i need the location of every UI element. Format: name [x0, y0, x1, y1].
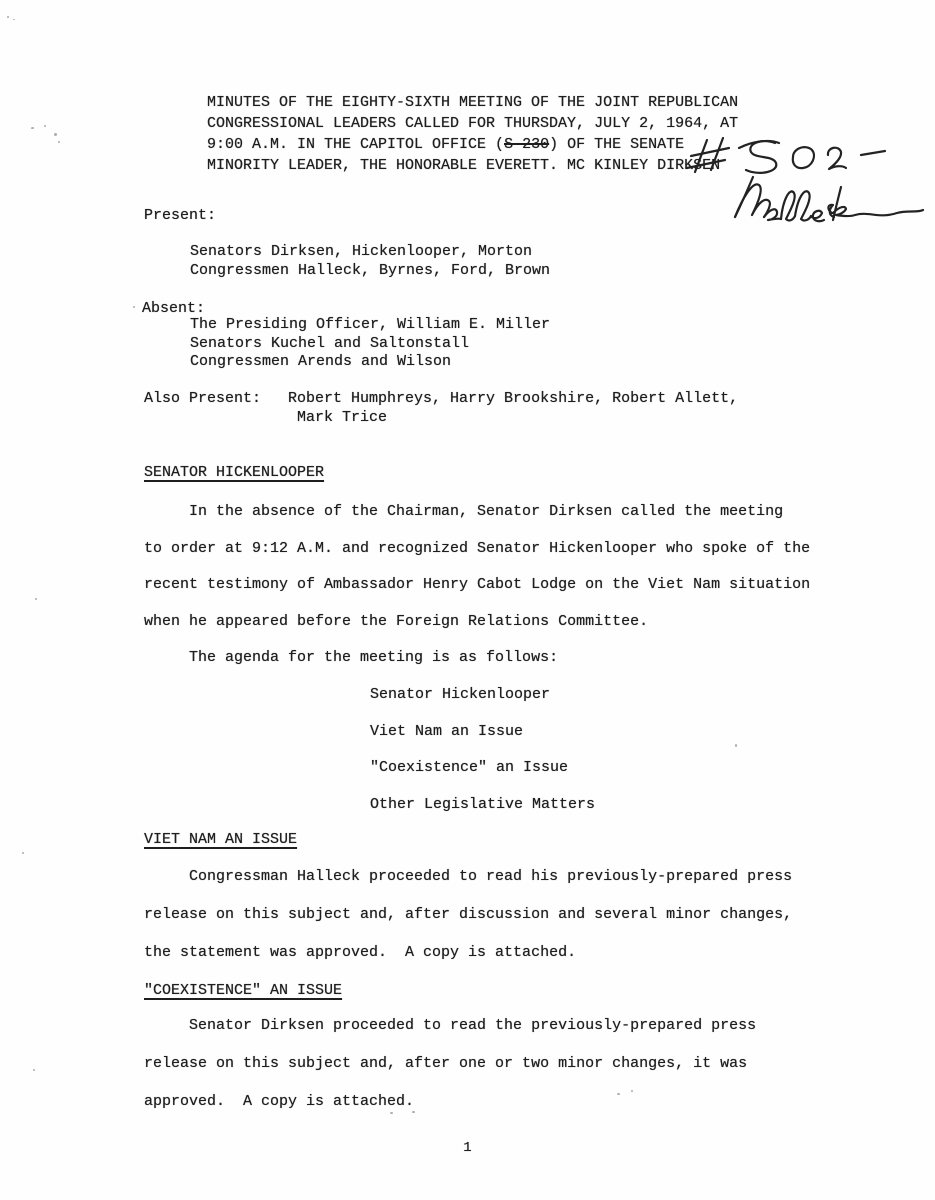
scan-speck — [35, 598, 37, 600]
agenda-list — [370, 677, 595, 823]
scan-speck — [31, 127, 34, 129]
scan-speck — [22, 852, 24, 854]
paragraph-line: when he appeared before the Foreign Relations Committee. — [144, 612, 649, 630]
hash-stroke — [711, 138, 723, 170]
section-heading-vietnam: VIET NAM AN ISSUE — [144, 831, 298, 848]
present-label: Present: — [144, 207, 217, 224]
coexistence-paragraph — [144, 1007, 756, 1121]
scan-speck — [735, 744, 737, 747]
present-item: Congressmen Halleck, Byrnes, Ford, Brown — [190, 261, 551, 279]
also-present-line: Also Present: Robert Humphreys, Harry Brookshire, Robert Allett, — [144, 390, 739, 407]
digit-2 — [828, 148, 846, 169]
paragraph-line: the statement was approved. A copy is attached. — [144, 944, 577, 961]
scan-speck — [13, 19, 15, 20]
title-line: MINUTES OF THE EIGHTY-SIXTH MEETING OF THE JOINT REPUBLICAN — [207, 94, 739, 111]
present-list — [190, 243, 550, 280]
scan-speck — [44, 125, 46, 127]
absent-item: The Presiding Officer, William E. Miller — [190, 316, 551, 333]
absent-item: Congressmen Arends and Wilson — [190, 353, 452, 370]
paragraph-line: approved. A copy is attached. — [144, 1093, 415, 1110]
agenda-item: "Coexistence" an Issue — [370, 759, 569, 776]
paragraph-line: In the absence of the Chairman, Senator Dirksen called the meeting — [144, 503, 784, 520]
struck-room-number: S-230 — [504, 136, 550, 153]
dash-stroke — [861, 151, 885, 155]
agenda-intro: The agenda for the meeting is as follows: — [144, 649, 559, 666]
annotation-number-text — [0, 0, 1, 1]
scan-speck — [54, 133, 57, 136]
scan-speck — [133, 306, 135, 308]
scan-speck — [33, 1069, 35, 1071]
scan-speck — [7, 16, 9, 18]
title-line: 9:00 A.M. IN THE CAPITOL OFFICE (S-230) OF THE SENATE — [207, 136, 685, 153]
hash-stroke — [691, 148, 729, 156]
also-present — [144, 390, 738, 427]
title-line: CONGRESSIONAL LEADERS CALLED FOR THURSDAY, JULY 2, 1964, AT — [207, 115, 739, 132]
signature-stroke — [735, 184, 770, 217]
digit-0 — [793, 147, 814, 168]
absent-label: Absent: — [142, 300, 206, 317]
signature-stroke — [833, 207, 923, 216]
signature-stroke — [811, 211, 824, 221]
agenda-item: Other Legislative Matters — [370, 795, 596, 813]
paragraph-line: release on this subject and, after discussion and several minor changes, — [144, 906, 793, 923]
page-number: 1 — [463, 1140, 472, 1156]
absent-item: Senators Kuchel and Saltonstall — [190, 334, 470, 352]
signature-stroke — [795, 191, 811, 220]
also-present-line: Mark Trice — [144, 408, 388, 426]
signature-stroke — [781, 191, 795, 220]
hash-stroke — [687, 160, 725, 168]
scan-speck — [58, 141, 60, 143]
paragraph-line: Senator Dirksen proceeded to read the previously-prepared press — [144, 1017, 757, 1034]
annotation-signature-text — [0, 0, 1, 1]
hickenlooper-paragraph — [144, 494, 810, 640]
section-heading-coexistence: "COEXISTENCE" AN ISSUE — [144, 982, 343, 999]
digit-5 — [746, 141, 776, 173]
present-item: Senators Dirksen, Hickenlooper, Morton — [190, 243, 533, 260]
paragraph-line: to order at 9:12 A.M. and recognized Senator Hickenlooper who spoke of the — [144, 539, 811, 557]
handwritten-annotation — [683, 124, 935, 234]
vietnam-paragraph — [144, 858, 792, 972]
paragraph-line: Congressman Halleck proceeded to read his previously-prepared press — [144, 868, 793, 885]
hash-stroke — [695, 140, 707, 172]
document-title — [207, 92, 738, 176]
absent-list — [190, 316, 550, 372]
agenda-item: Senator Hickenlooper — [370, 686, 551, 703]
paragraph-line: recent testimony of Ambassador Henry Cabot Lodge on the Viet Nam situation — [144, 576, 811, 593]
section-heading-hickenlooper: SENATOR HICKENLOOPER — [144, 464, 325, 481]
paragraph-line: release on this subject and, after one or two minor changes, it was — [144, 1055, 748, 1072]
agenda-item: Viet Nam an Issue — [370, 722, 524, 740]
title-line: MINORITY LEADER, THE HONORABLE EVERETT. MC KINLEY DIRKSEN — [207, 157, 721, 174]
